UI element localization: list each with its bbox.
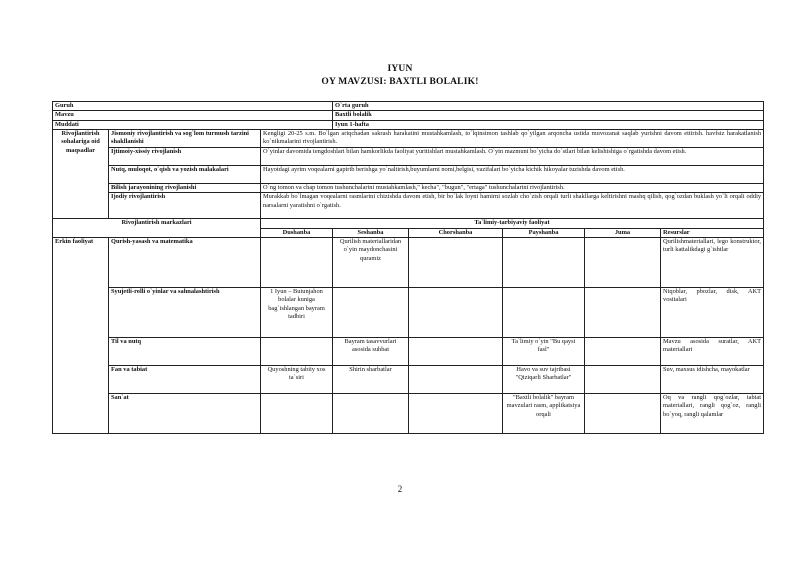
- area-row: [53, 165, 764, 183]
- center-row: [53, 365, 764, 393]
- day-header: Payshanba: [503, 228, 585, 237]
- center-name: Fan va tabiat: [109, 365, 261, 393]
- center-row: [53, 237, 764, 287]
- theme-title: OY MAVZUSI: BAXTLI BOLALIK!: [321, 77, 479, 87]
- activity-cell: [409, 287, 503, 337]
- period-value: Iyun 1-hafta: [333, 120, 764, 129]
- activity-cell: [261, 393, 333, 433]
- group-value: O`rta guruh: [333, 102, 764, 111]
- area-row: [53, 147, 764, 165]
- activity-cell: Bayram tasavvurlari asosida suhbat: [333, 337, 409, 365]
- activity-cell: [585, 287, 661, 337]
- center-name: Qurish-yasash va matematika: [109, 237, 261, 287]
- resources-cell: Suv, maxsus idishcha, mayokatlar: [661, 365, 764, 393]
- plan-table: [52, 101, 764, 434]
- activity-cell: [585, 365, 661, 393]
- area-name: Ijodiy rivojlantirish: [109, 193, 261, 219]
- area-name: Jismoniy rivojlantirish va sog`lom turmush tarzini shakllanishi: [109, 129, 261, 147]
- day-header: Seshanba: [333, 228, 409, 237]
- activity-cell: Shirin sharbatlar: [333, 365, 409, 393]
- activity-cell: [585, 393, 661, 433]
- area-text: Kengligi 20-25 s.m. Bo`lgan ariqchadan sakrash harakatini mustahkamlash, to`lqinsimon tashlab qo`yilgan arqoncha ustida muvozanat saqlab yurishni davom ettirish. havfsiz harakatlanish ko`nikmalarini rivojlantirish.: [261, 129, 764, 147]
- activity-cell: Qurilish materiallaridan o`yin maydonchasini quramiz: [333, 237, 409, 287]
- resources-cell: Oq va rangli qog`ozlar, tabiat materiallari, rangli qog`oz, rangli bo`yoq, rangli qalamlar: [661, 393, 764, 433]
- center-name: Til va nutq: [109, 337, 261, 365]
- area-name: Nutq, muloqot, o`qish va yozish malakalari: [109, 165, 261, 183]
- activity-cell: [261, 237, 333, 287]
- activity-cell: [409, 237, 503, 287]
- center-name: Syujetli-rolli o`yinlar va sahnalashtirish: [109, 287, 261, 337]
- day-header: Juma: [585, 228, 661, 237]
- area-name: Ijtimoiy-xissiy rivojlanish: [109, 147, 261, 165]
- group-label: Guruh: [53, 102, 333, 111]
- area-row: [53, 193, 764, 219]
- centers-label: Rivojlantirish markazlari: [53, 219, 261, 238]
- activity-cell: [409, 365, 503, 393]
- schedule-header-row: [53, 219, 764, 228]
- activity-cell: Havo va suv tajribasi "Qiziqarli Sharbatlar": [503, 365, 585, 393]
- day-header: Chorshanba: [409, 228, 503, 237]
- period-row: [53, 120, 764, 129]
- activity-cell: [333, 393, 409, 433]
- center-name: San`at: [109, 393, 261, 433]
- area-text: O`ng tomon va chap tomon tushunchalarini mustahkamlash," kecha", "bugun", "ertaga" tushunchalarini rivojlantirish.: [261, 183, 764, 192]
- activity-cell: [409, 393, 503, 433]
- area-text: Murakkab bo`lmagan voqealarni rasmlarini chizishda davom etish, bir bo`lak loyni hamirni sozlab cho`zish orqali turli shakllarga keltirishni mashq qilish, qog`ozdan buklash yo`li orqali oddiy narsalarni yaratishni o`rgatish.: [261, 193, 764, 219]
- area-text: Hayotdagi ayrim voqealarni gapirib berishga yo`naltirish,buyumlarni nomi,belgisi, vazifalari bo`yicha kichik hikoyalar tuzishda davom etish.: [261, 165, 764, 183]
- center-row: [53, 287, 764, 337]
- resources-cell: Qurilishmateriallari, lego konstruktor, turli kattalikdagi g`ishtlar: [661, 237, 764, 287]
- topic-label: Mavzu: [53, 111, 333, 120]
- center-row: [53, 393, 764, 433]
- activity-cell: [585, 337, 661, 365]
- activity-cell: [333, 287, 409, 337]
- activity-cell: "Baxtli bolalik" bayram mavzulari rasm, applikatsiya orqali: [503, 393, 585, 433]
- center-row: [53, 337, 764, 365]
- activity-cell: [585, 237, 661, 287]
- topic-value: Baxtli bolalik: [333, 111, 764, 120]
- resources-cell: Niqoblar, pbozlar, disk, AKT vositalari: [661, 287, 764, 337]
- activity-cell: [503, 287, 585, 337]
- group-row: [53, 102, 764, 111]
- month-title: IYUN: [387, 64, 413, 74]
- area-name: Bilish jarayonining rivojlanishi: [109, 183, 261, 192]
- topic-row: [53, 111, 764, 120]
- area-row: [53, 183, 764, 192]
- activity-cell: [409, 337, 503, 365]
- activity-cell: Ta`limiy o`yin "Bu qaysi fasl": [503, 337, 585, 365]
- activity-cell: Quyoshning tabiiy xos ta`siri: [261, 365, 333, 393]
- activity-cell: [503, 237, 585, 287]
- area-row: [53, 129, 764, 147]
- period-label: Muddati: [53, 120, 333, 129]
- activity-cell: [261, 337, 333, 365]
- areas-label: Rivojlantirish sohalariga oid maqsadlar: [53, 129, 109, 218]
- resources-header: Resurslar: [661, 228, 764, 237]
- day-header: Dushanba: [261, 228, 333, 237]
- free-activity-label: Erkin faoliyat: [53, 237, 109, 433]
- page-number: 2: [397, 484, 403, 494]
- activity-cell: 1 Iyun – Butunjahon bolalar kuniga bag`ishlangan bayram tadbiri: [261, 287, 333, 337]
- resources-cell: Mavzu asosida suratlar, AKT materiallari: [661, 337, 764, 365]
- area-text: O`yinlar davomida tengdoshlari bilan hamkorlikda faoliyat yuritishlari mustahkamlash. O`yin mazmuni bo`yicha do`stlari bilan kelishishiga o`rgatishda davom etish.: [261, 147, 764, 165]
- activity-label: Ta`limiy-tarbiyaviy faoliyat: [261, 219, 764, 228]
